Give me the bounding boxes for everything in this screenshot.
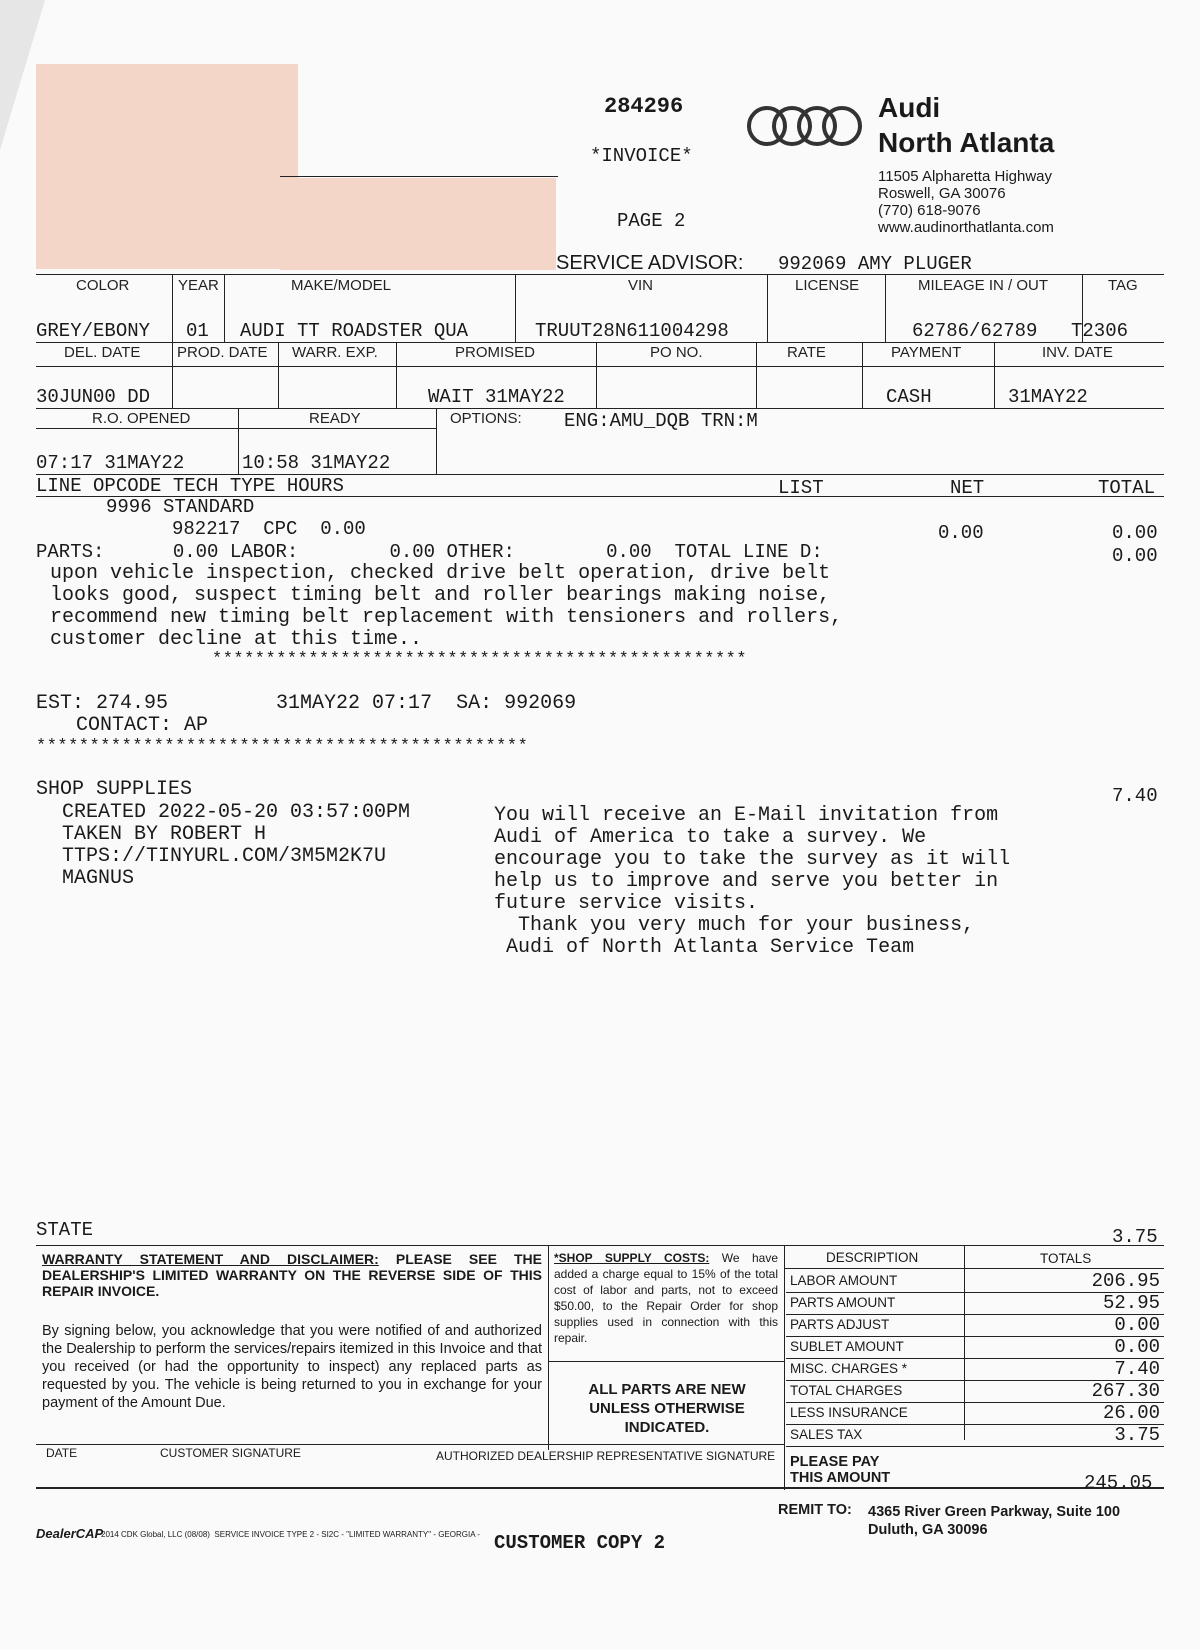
payment: CASH — [886, 386, 932, 408]
please-pay-value: 245.05 — [1084, 1472, 1153, 1494]
totals-row-label: SUBLET AMOUNT — [790, 1339, 904, 1354]
line-total: 0.00 — [1112, 522, 1158, 544]
warranty-body: By signing below, you acknowledge that you were notified of and authorized the Dealership to perform the services/repairs itemized in this Invoice and that you received (or had the opportunity to inspect) any replaced parts as requested by you. The vehicle is being returned to you in exchange for your payment of the Amount Due. — [42, 1323, 542, 1411]
col-header-warr-exp: WARR. EXP. — [292, 344, 378, 361]
shop-supplies-label: SHOP SUPPLIES — [36, 778, 193, 801]
totals-row-value: 267.30 — [1091, 1380, 1160, 1402]
note-line-2: looks good, suspect timing belt and roller bearings making noise, — [50, 584, 831, 607]
note-line-3: recommend new timing belt replacement with tensioners and rollers, — [50, 606, 843, 629]
totals-row — [786, 1402, 1164, 1425]
separator-stars-2: ********************************************** — [36, 737, 529, 756]
remit-label: REMIT TO: — [778, 1502, 852, 1518]
col-header-make-model: MAKE/MODEL — [291, 277, 392, 294]
estimate-line: EST: 274.95 31MAY22 07:17 SA: 992069 — [36, 692, 577, 715]
survey-message-5: future service visits. — [494, 892, 759, 915]
redacted-customer-block-2 — [280, 178, 556, 270]
shop-supply-costs-title: *SHOP SUPPLY COSTS: — [554, 1251, 710, 1265]
note-line-4: customer decline at this time.. — [50, 628, 423, 651]
totals-row-label: TOTAL CHARGES — [790, 1383, 903, 1398]
col-header-color: COLOR — [76, 277, 130, 294]
please-pay-line2: THIS AMOUNT — [790, 1470, 891, 1486]
survey-message-4: help us to improve and serve you better in — [494, 870, 999, 893]
audi-rings-logo — [744, 103, 866, 149]
customer-copy-label: CUSTOMER COPY 2 — [494, 1532, 666, 1554]
parts-notice: ALL PARTS ARE NEW UNLESS OTHERWISE INDICATED. — [588, 1381, 746, 1436]
totals-row-label: PARTS AMOUNT — [790, 1295, 896, 1310]
dealer-website: www.audinorthatlanta.com — [878, 219, 1054, 236]
dealer-name-line2: North Atlanta — [878, 127, 1055, 158]
promised: WAIT 31MAY22 — [428, 386, 565, 408]
service-advisor-label: SERVICE ADVISOR: — [556, 252, 744, 274]
totals-row-value: 0.00 — [1114, 1314, 1160, 1336]
totals-row — [786, 1292, 1164, 1315]
col-header-vin: VIN — [628, 277, 654, 294]
col-header-del-date: DEL. DATE — [64, 344, 141, 361]
vehicle-make-model: AUDI TT ROADSTER QUA — [240, 320, 469, 342]
col-header-payment: PAYMENT — [891, 344, 962, 361]
totals-row-value: 52.95 — [1102, 1292, 1160, 1314]
shop-created: CREATED 2022-05-20 03:57:00PM — [62, 801, 411, 824]
col-header-promised: PROMISED — [455, 344, 536, 361]
line-summary-total: 0.00 — [1112, 545, 1158, 567]
ro-ready: 10:58 31MAY22 — [242, 452, 391, 474]
totals-row-label: MISC. CHARGES * — [790, 1361, 908, 1376]
totals-row-value: 3.75 — [1114, 1424, 1160, 1446]
totals-row-value: 0.00 — [1114, 1336, 1160, 1358]
line-summary: PARTS: 0.00 LABOR: 0.00 OTHER: 0.00 TOTAL LINE D: — [36, 541, 823, 563]
footer-fine-print: 2014 CDK Global, LLC (08/08) SERVICE INVOICE TYPE 2 - SI2C - "LIMITED WARRANTY" - GEORGIA - — [101, 1530, 483, 1539]
totals-row — [786, 1424, 1164, 1447]
totals-row-label: PARTS ADJUST — [790, 1317, 890, 1332]
survey-message-2: Audi of America to take a survey. We — [494, 826, 927, 849]
shop-supply-costs-body: We have added a charge equal to 15% of the total cost of labor and parts, not to exceed $50.00, to the Repair Order for shop supplies used in connection with this repair. — [554, 1251, 778, 1345]
state-label: STATE — [36, 1219, 94, 1241]
shop-supplies-amount: 7.40 — [1112, 785, 1158, 807]
col-header-mileage: MILEAGE IN / OUT — [918, 277, 1049, 294]
dealer-address-line1: 11505 Alpharetta Highway — [878, 168, 1053, 185]
totals-row-value: 7.40 — [1114, 1358, 1160, 1380]
totals-row — [786, 1270, 1164, 1293]
col-header-rate: RATE — [787, 344, 826, 361]
service-advisor-value: 992069 AMY PLUGER — [778, 253, 972, 275]
totals-row — [786, 1336, 1164, 1359]
totals-row — [786, 1314, 1164, 1337]
shop-supply-costs — [554, 1250, 778, 1346]
signature-date-label: DATE — [46, 1446, 78, 1460]
please-pay-line1: PLEASE PAY — [790, 1454, 880, 1470]
signature-customer-label: CUSTOMER SIGNATURE — [160, 1446, 301, 1460]
totals-row-value: 26.00 — [1102, 1402, 1160, 1424]
options-value: ENG:AMU_DQB TRN:M — [564, 410, 758, 432]
inv-date: 31MAY22 — [1008, 386, 1088, 408]
ro-opened-label: R.O. OPENED — [92, 410, 191, 427]
shop-magnus: MAGNUS — [62, 867, 135, 890]
vehicle-color: GREY/EBONY — [36, 320, 151, 342]
col-header-tag: TAG — [1108, 277, 1138, 294]
dealer-address-line2: Roswell, GA 30076 — [878, 185, 1006, 202]
dealercap-logo: DealerCAP — [36, 1526, 104, 1541]
survey-message-6: Thank you very much for your business, — [494, 914, 975, 937]
redacted-customer-block — [36, 64, 298, 269]
contact-line: CONTACT: AP — [76, 714, 209, 737]
dealer-phone: (770) 618-9076 — [878, 202, 981, 219]
note-line-1: upon vehicle inspection, checked drive belt operation, drive belt — [50, 562, 831, 585]
tech-line: 982217 CPC 0.00 — [172, 518, 366, 540]
warranty-title-rest: PLEASE SEE THE DEALERSHIP'S LIMITED WARRANTY ON THE REVERSE SIDE OF THIS REPAIR INVOICE. — [42, 1251, 542, 1299]
survey-message-3: encourage you to take the survey as it will — [494, 848, 1011, 871]
line-header-list: LIST — [778, 477, 824, 499]
state-amount: 3.75 — [1112, 1226, 1158, 1248]
totals-header: TOTALS — [1040, 1251, 1092, 1266]
col-header-prod-date: PROD. DATE — [177, 344, 268, 361]
totals-desc-header: DESCRIPTION — [826, 1250, 919, 1265]
invoice-type-label: *INVOICE* — [590, 145, 693, 167]
ro-opened: 07:17 31MAY22 — [36, 452, 185, 474]
opcode-line: 9996 STANDARD — [106, 496, 255, 518]
options-label: OPTIONS: — [450, 410, 522, 427]
separator-stars-1: ************************************************** — [212, 650, 748, 669]
remit-line2: Duluth, GA 30096 — [868, 1522, 988, 1538]
col-header-po-no: PO NO. — [650, 344, 703, 361]
col-header-year: YEAR — [178, 277, 219, 294]
col-header-inv-date: INV. DATE — [1042, 344, 1113, 361]
page-label: PAGE 2 — [617, 210, 686, 232]
warranty-title: WARRANTY STATEMENT AND DISCLAIMER: — [42, 1251, 379, 1267]
line-header-total: TOTAL — [1098, 477, 1156, 499]
survey-message-1: You will receive an E-Mail invitation from — [494, 804, 999, 827]
remit-line1: 4365 River Green Parkway, Suite 100 — [868, 1504, 1121, 1520]
warranty-statement — [42, 1251, 542, 1299]
vehicle-year: 01 — [186, 320, 209, 342]
totals-row — [786, 1380, 1164, 1403]
totals-row-label: SALES TAX — [790, 1427, 863, 1442]
ro-ready-label: READY — [309, 410, 361, 427]
dealer-name-line1: Audi — [878, 92, 941, 123]
line-header-net: NET — [950, 477, 985, 499]
vehicle-tag: T2306 — [1071, 320, 1129, 342]
survey-message-7: Audi of North Atlanta Service Team — [494, 936, 915, 959]
del-date: 30JUN00 DD — [36, 386, 151, 408]
line-net: 0.00 — [938, 522, 984, 544]
totals-row-value: 206.95 — [1091, 1270, 1160, 1292]
signature-dealer-label: AUTHORIZED DEALERSHIP REPRESENTATIVE SIGNATURE — [436, 1449, 776, 1463]
col-header-license: LICENSE — [795, 277, 860, 294]
vehicle-mileage: 62786/62789 — [912, 320, 1038, 342]
totals-row-label: LESS INSURANCE — [790, 1405, 908, 1420]
line-header-cols: LINE OPCODE TECH TYPE HOURS — [36, 475, 344, 497]
invoice-number: 284296 — [604, 94, 684, 119]
shop-url: TTPS://TINYURL.COM/3M5M2K7U — [62, 845, 387, 868]
totals-row — [786, 1358, 1164, 1381]
totals-row-label: LABOR AMOUNT — [790, 1273, 898, 1288]
shop-taken-by: TAKEN BY ROBERT H — [62, 823, 267, 846]
vehicle-vin: TRUUT28N611004298 — [535, 320, 729, 342]
